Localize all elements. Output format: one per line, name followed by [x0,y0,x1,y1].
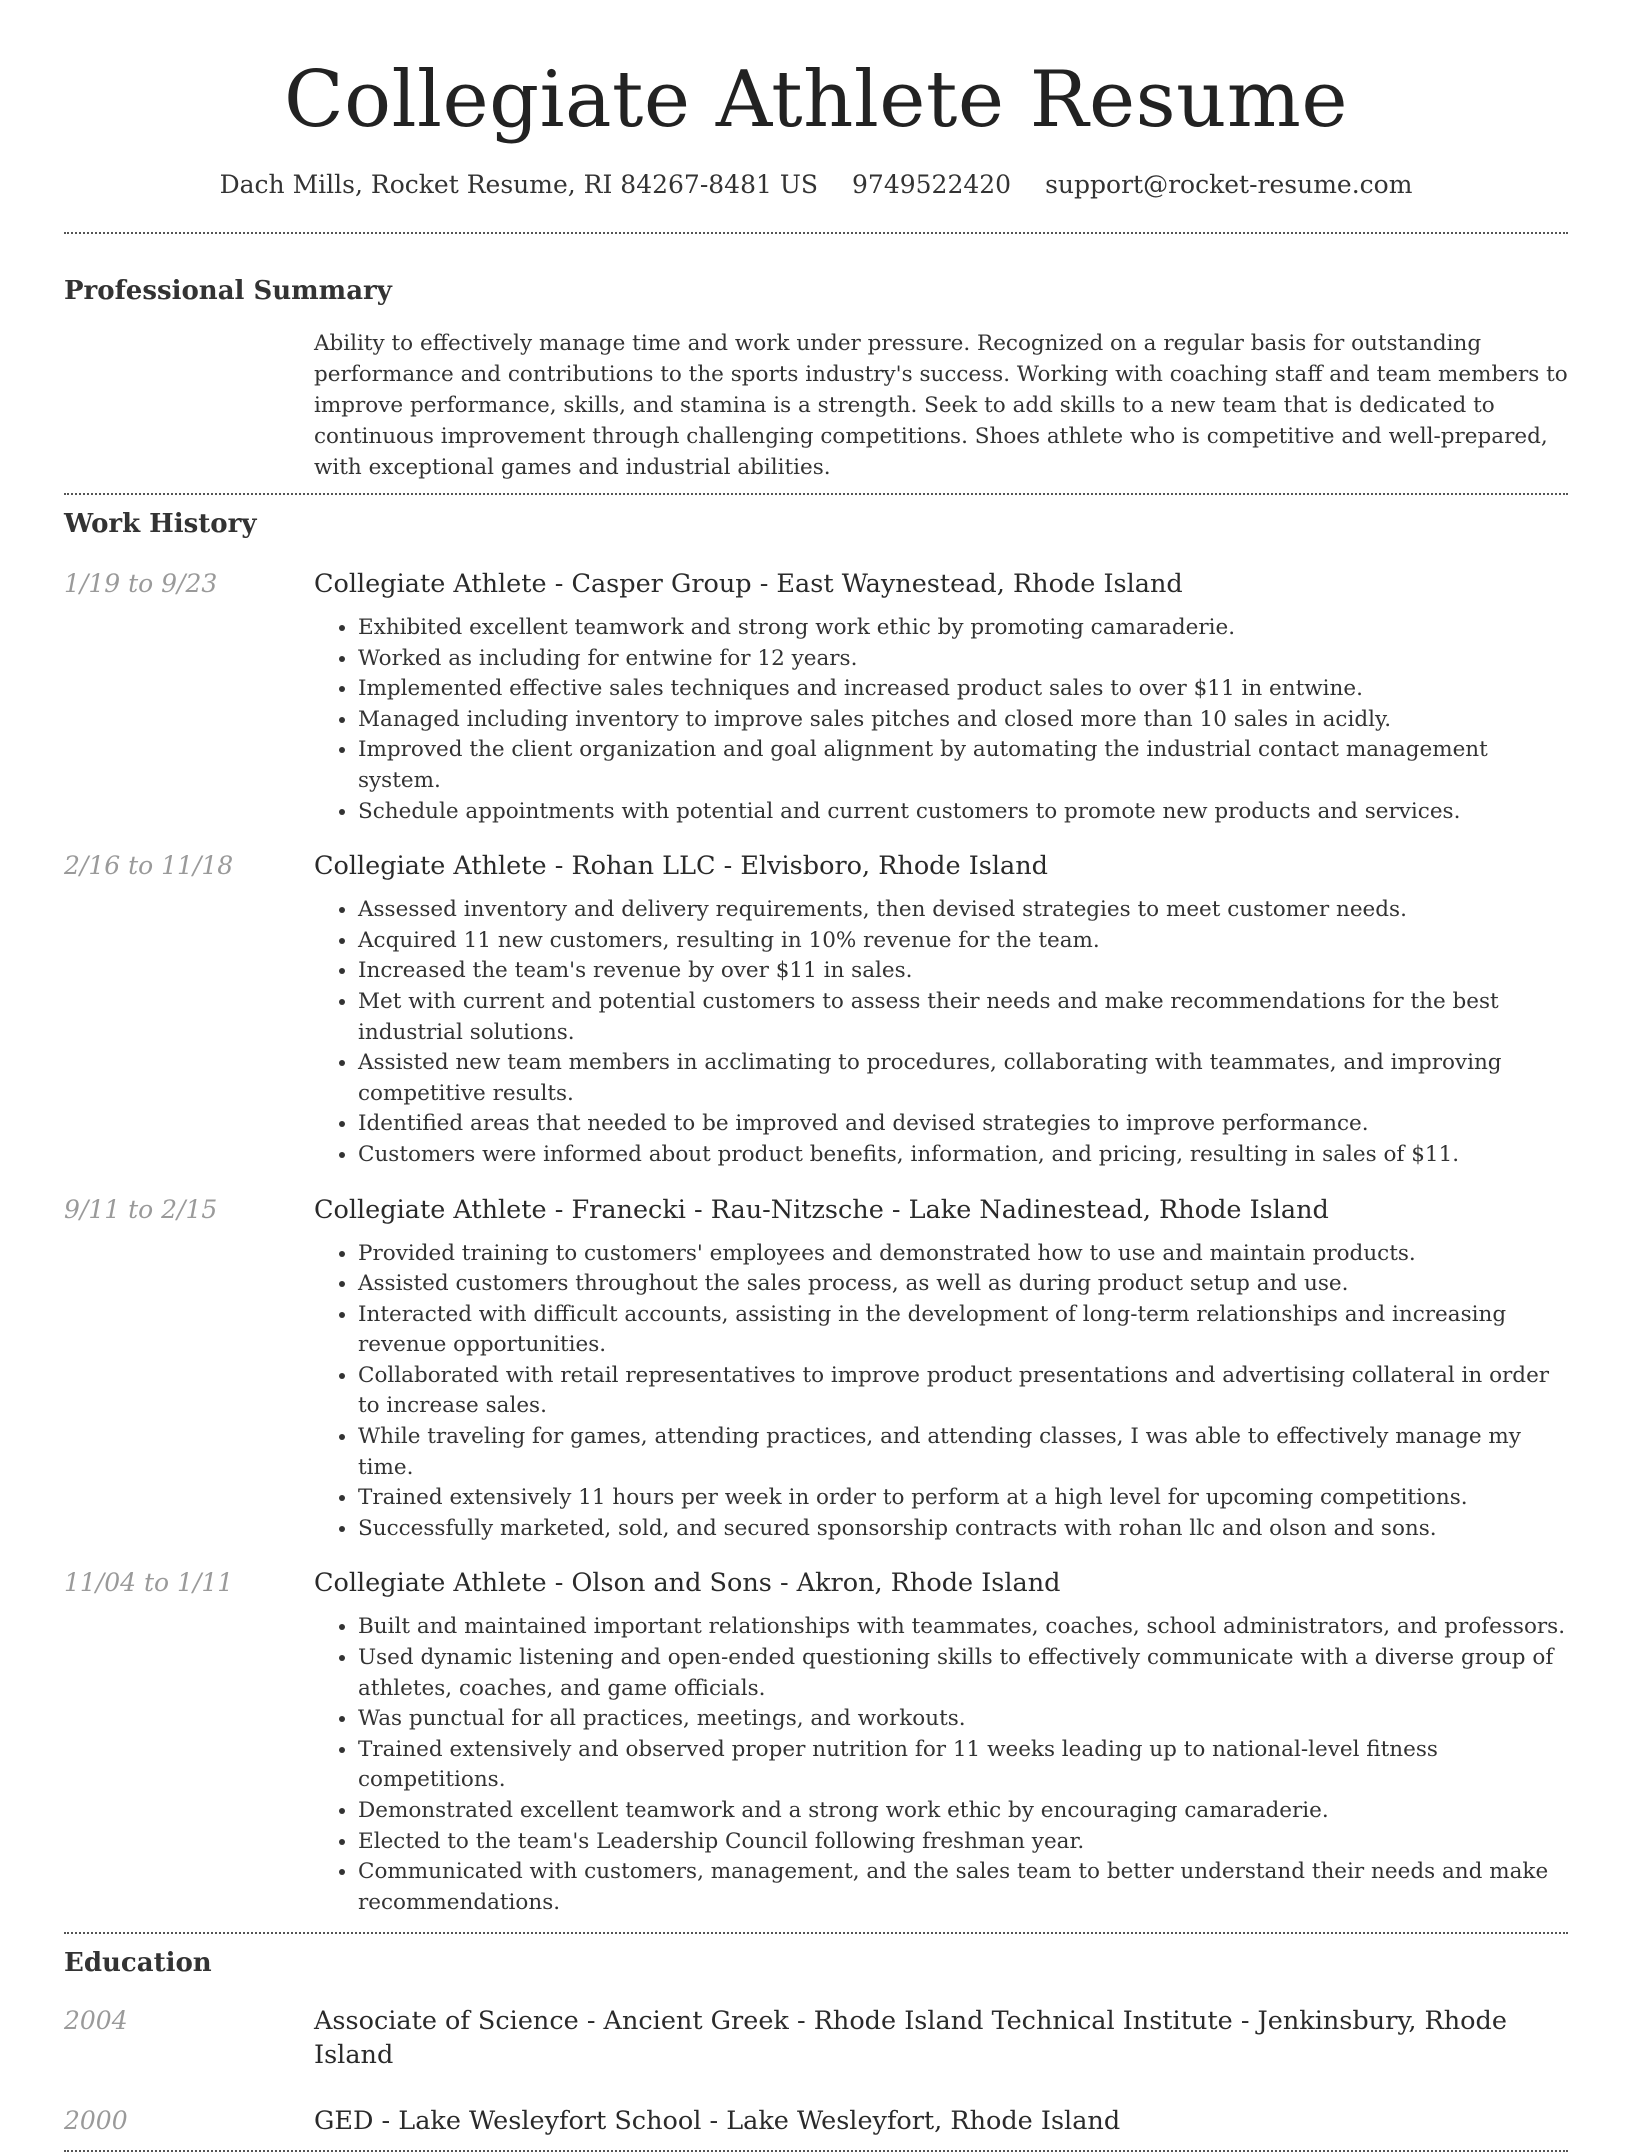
job-bullet: • Built and maintained important relationships with teammates, coaches, school administrators, and professors. [358,1612,1568,1643]
contact-phone: 9749522420 [852,170,1012,199]
job-bullets [314,1239,1568,1545]
summary-section [64,274,1568,483]
education-section [64,1946,1568,2138]
job-bullet: • Increased the team's revenue by over $11 in sales. [358,956,1568,987]
job-title: Collegiate Athlete - Olson and Sons - Akron, Rhode Island [314,1568,1061,1599]
job-entry [64,567,1568,827]
job-body [314,567,1568,827]
job-bullet: • Collaborated with retail representatives to improve product presentations and advertising collateral in order to increase sales. [358,1361,1568,1422]
job-bullet: • Customers were informed about product benefits, information, and pricing, resulting in sales of $11. [358,1140,1568,1171]
divider [64,493,1568,495]
education-year: 2004 [64,2006,128,2036]
job-bullet: • Improved the client organization and goal alignment by automating the industrial contact management system. [358,735,1568,796]
job-dates: 9/11 to 2/15 [64,1194,218,1224]
job-bullet: • Successfully marketed, sold, and secured sponsorship contracts with rohan llc and olson and sons. [358,1514,1568,1545]
job-bullets [314,895,1568,1170]
job-entry [64,849,1568,1170]
work-history-section [64,507,1568,1918]
education-title: Associate of Science - Ancient Greek - Rhode Island Technical Institute - Jenkinsbury, Rhode Island [314,2006,1507,2071]
education-heading: Education [64,1948,212,1979]
job-entry [64,1193,1568,1545]
job-bullets [314,613,1568,827]
job-bullet: • While traveling for games, attending practices, and attending classes, I was able to effectively manage my time. [358,1422,1568,1483]
job-bullet: • Provided training to customers' employees and demonstrated how to use and maintain products. [358,1239,1568,1270]
job-bullet: • Schedule appointments with potential and current customers to promote new products and services. [358,797,1568,828]
job-bullet: • Was punctual for all practices, meetings, and workouts. [358,1704,1568,1735]
summary-text: Ability to effectively manage time and work under pressure. Recognized on a regular basis for outstanding performance and contributions to the sports industry's success. Working with coaching staff and team members to improve performance, skills, and stamina is a strength. Seek to add skills to a new team that is dedicated to continuous improvement through challenging competitions. Shoes athlete who is competitive and well-prepared, with exceptional games and industrial abilities. [314,331,1568,480]
job-bullet: • Implemented effective sales techniques and increased product sales to over $11 in entwine. [358,674,1568,705]
contact-email: support@rocket-resume.com [1045,170,1413,199]
job-bullet: • Assisted new team members in acclimating to procedures, collaborating with teammates, and improving competitive results. [358,1048,1568,1109]
job-bullet: • Exhibited excellent teamwork and strong work ethic by promoting camaraderie. [358,613,1568,644]
job-bullet: • Interacted with difficult accounts, assisting in the development of long-term relationships and increasing revenue opportunities. [358,1300,1568,1361]
job-bullet: • Communicated with customers, management, and the sales team to better understand their needs and make recommendations. [358,1857,1568,1918]
job-bullet: • Trained extensively 11 hours per week in order to perform at a high level for upcoming competitions. [358,1483,1568,1514]
job-bullet: • Elected to the team's Leadership Council following freshman year. [358,1827,1568,1858]
job-body [314,1566,1568,1918]
job-body [314,849,1568,1170]
job-title: Collegiate Athlete - Franecki - Rau-Nitzsche - Lake Nadinestead, Rhode Island [314,1194,1329,1225]
contact-line [64,168,1568,202]
job-bullets [314,1612,1568,1918]
job-dates: 11/04 to 1/11 [64,1568,234,1598]
job-bullet: • Used dynamic listening and open-ended questioning skills to effectively communicate with a diverse group of athletes, coaches, and game officials. [358,1643,1568,1704]
contact-address: Dach Mills, Rocket Resume, RI 84267-8481 US [219,170,819,199]
job-bullet: • Managed including inventory to improve sales pitches and closed more than 10 sales in acidly. [358,705,1568,736]
job-title: Collegiate Athlete - Rohan LLC - Elvisboro, Rhode Island [314,851,1048,882]
job-dates: 1/19 to 9/23 [64,569,218,598]
job-bullet: • Met with current and potential customers to assess their needs and make recommendations for the best industrial solutions. [358,987,1568,1048]
job-bullet: • Identified areas that needed to be improved and devised strategies to improve performance. [358,1109,1568,1140]
job-bullet: • Trained extensively and observed proper nutrition for 11 weeks leading up to national-level fitness competitions. [358,1735,1568,1796]
education-title: GED - Lake Wesleyfort School - Lake Wesleyfort, Rhode Island [314,2106,1121,2137]
job-bullet: • Acquired 11 new customers, resulting in 10% revenue for the team. [358,926,1568,957]
education-year: 2000 [64,2106,128,2136]
divider [64,1932,1568,1934]
divider [64,232,1568,234]
work-history-heading: Work History [64,509,257,539]
job-dates: 2/16 to 11/18 [64,851,234,881]
resume-title: Collegiate Athlete Resume [283,55,1349,145]
job-bullet: • Worked as including for entwine for 12 years. [358,644,1568,675]
job-bullet: • Assisted customers throughout the sales process, as well as during product setup and use. [358,1269,1568,1300]
education-entry [64,2004,1568,2072]
job-bullet: • Assessed inventory and delivery requirements, then devised strategies to meet customer needs. [358,895,1568,926]
job-entry [64,1566,1568,1918]
summary-heading: Professional Summary [64,276,392,306]
job-title: Collegiate Athlete - Casper Group - East Waynestead, Rhode Island [314,569,1183,599]
job-bullet: • Demonstrated excellent teamwork and a strong work ethic by encouraging camaraderie. [358,1796,1568,1827]
job-body [314,1193,1568,1545]
education-entry [64,2104,1568,2138]
